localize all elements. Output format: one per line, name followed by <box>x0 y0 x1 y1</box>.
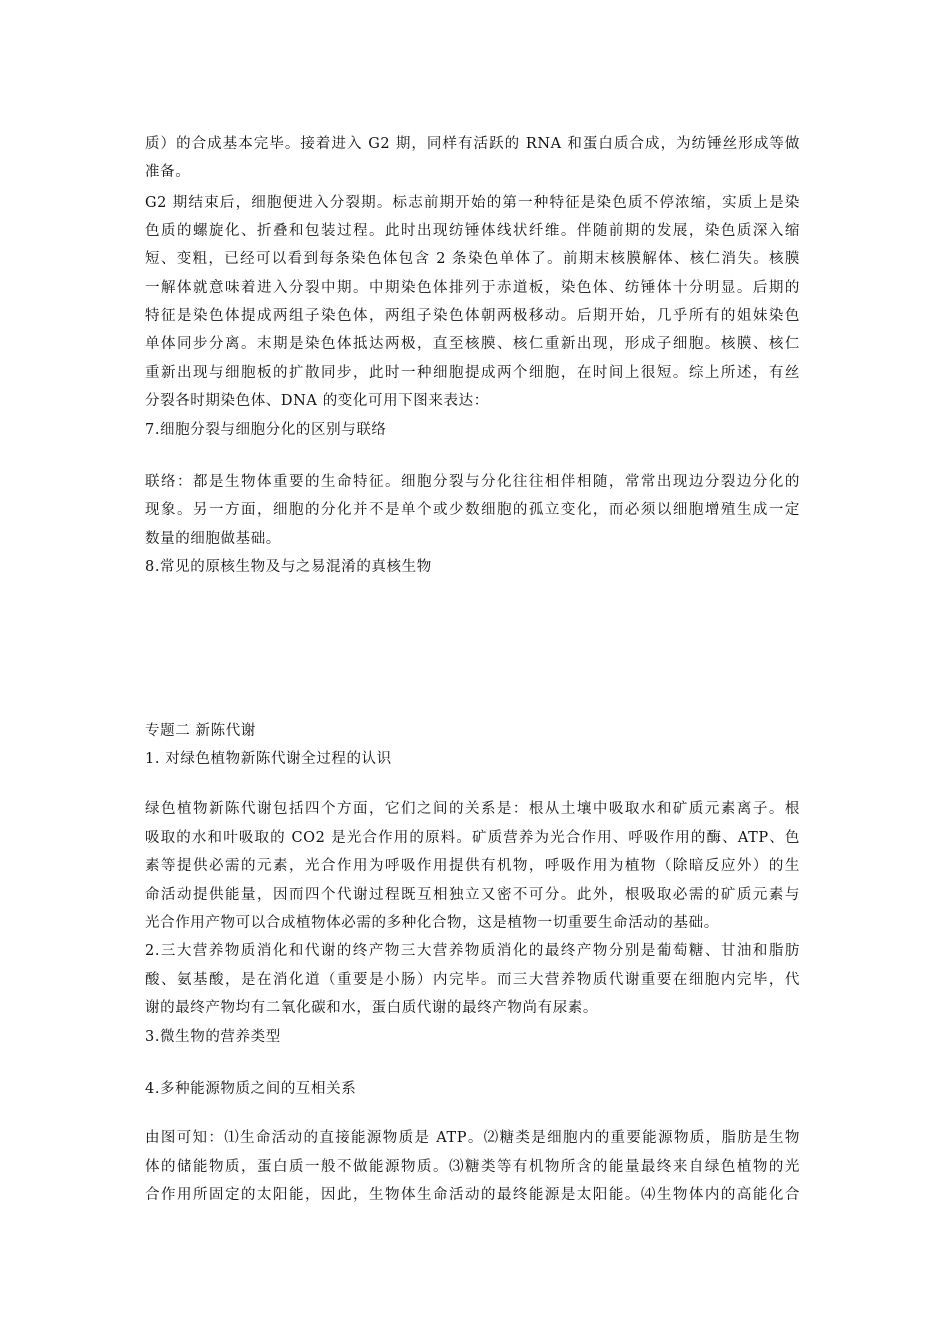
text-line: 命活动提供能量，因而四个代谢过程既互相独立又密不可分。此外，根吸取必需的矿质元素与 <box>145 887 800 903</box>
text-line: 特征是染色体提成两组子染色体，两组子染色体朝两极移动。后期开始，几乎所有的姐妹染色 <box>145 308 800 324</box>
text-line: G2 期结束后，细胞便进入分裂期。标志前期开始的第一种特征是染色质不停浓缩，实质上是染 <box>145 195 800 211</box>
text-line: 准备。 <box>145 164 191 180</box>
section-heading: 1. 对绿色植物新陈代谢全过程的认识 <box>145 751 392 767</box>
text-line: 合作用所固定的太阳能，因此，生物体生命活动的最终能源是太阳能。⑷生物体内的高能化合 <box>145 1187 800 1203</box>
section-heading: 8.常见的原核生物及与之易混淆的真核生物 <box>145 559 432 575</box>
text-line: 单体同步分离。末期是染色体抵达两极，直至核膜、核仁重新出现，形成子细胞。核膜、核仁 <box>145 336 800 352</box>
section-heading: 7.细胞分裂与细胞分化的区别与联络 <box>145 422 387 438</box>
text-line: 绿色植物新陈代谢包括四个方面，它们之间的关系是：根从土壤中吸取水和矿质元素离子。根 <box>145 801 800 817</box>
text-line: 吸取的水和叶吸取的 CO2 是光合作用的原料。矿质营养为光合作用、呼吸作用的酶、ATP、色 <box>145 830 800 846</box>
text-line: 分裂各时期染色体、DNA 的变化可用下图来表达： <box>145 393 489 409</box>
section-heading: 4.多种能源物质之间的互相关系 <box>145 1081 357 1097</box>
text-line: 联络：都是生物体重要的生命特征。细胞分裂与分化往往相伴相随，常常出现边分裂边分化的 <box>145 474 800 490</box>
text-line: 一解体就意味着进入分裂中期。中期染色体排列于赤道板，染色体、纺锤体十分明显。后期的 <box>145 280 800 296</box>
text-line: 短、变粗，已经可以看到每条染色体包含 2 条染色单体了。前期末核膜解体、核仁消失。核膜 <box>145 251 800 267</box>
text-line: 谢的最终产物均有二氧化碳和水，蛋白质代谢的最终产物尚有尿素。 <box>145 1000 598 1016</box>
text-line: 体的储能物质，蛋白质一般不做能源物质。⑶糖类等有机物所含的能量最终来自绿色植物的光 <box>145 1159 800 1175</box>
chapter-title: 专题二 新陈代谢 <box>145 723 256 739</box>
text-line: 由图可知：⑴生命活动的直接能源物质是 ATP。⑵糖类是细胞内的重要能源物质，脂肪是生物 <box>145 1130 800 1146</box>
text-line: 质）的合成基本完毕。接着进入 G2 期，同样有活跃的 RNA 和蛋白质合成，为纺锤丝形成等做 <box>145 136 800 152</box>
text-line: 素等提供必需的元素，光合作用为呼吸作用提供有机物，呼吸作用为植物（除暗反应外）的生 <box>145 858 800 874</box>
text-line: 光合作用产物可以合成植物体必需的多种化合物，这是植物一切重要生命活动的基础。 <box>145 915 719 931</box>
text-line: 数量的细胞做基础。 <box>145 531 281 547</box>
text-line: 色质的螺旋化、折叠和包装过程。此时出现纺锤体线状纤维。伴随前期的发展，染色质深入缩 <box>145 223 800 239</box>
text-line: 酸、氨基酸，是在消化道（重要是小肠）内完毕。而三大营养物质代谢重要在细胞内完毕，代 <box>145 972 800 988</box>
section-heading: 3.微生物的营养类型 <box>145 1029 281 1045</box>
text-line: 重新出现与细胞板的扩散同步，此时一种细胞提成两个细胞，在时间上很短。综上所述，有丝 <box>145 365 800 381</box>
section-heading: 2.三大营养物质消化和代谢的终产物三大营养物质消化的最终产物分别是葡萄糖、甘油和脂肪 <box>145 943 800 959</box>
text-line: 现象。另一方面，细胞的分化并不是单个或少数细胞的孤立变化，而必须以细胞增殖生成一定 <box>145 502 800 518</box>
